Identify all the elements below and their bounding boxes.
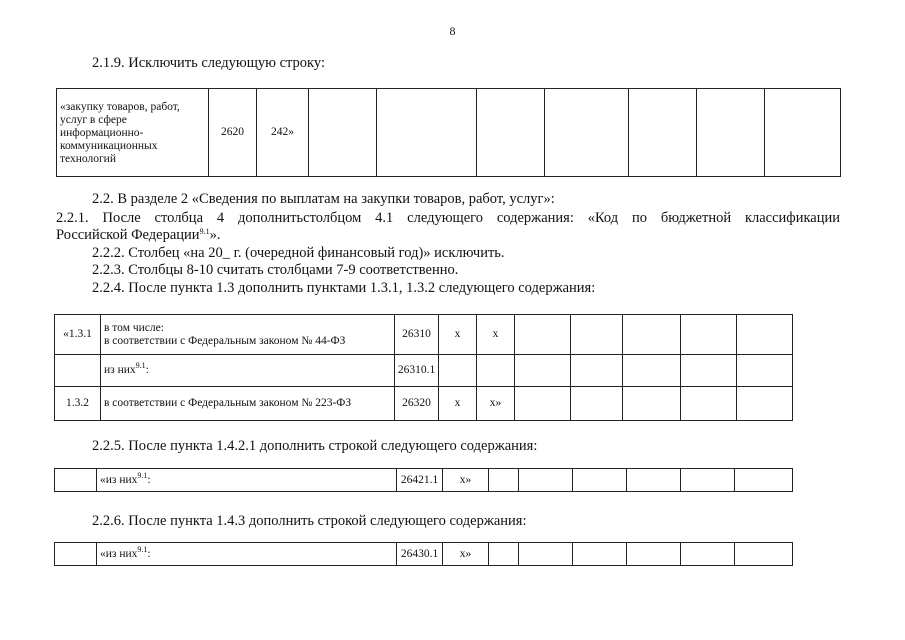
row-code: 26430.1 xyxy=(397,543,443,566)
empty-cell xyxy=(623,315,681,355)
empty-cell xyxy=(681,387,737,421)
row-name: «из них$^{9.1}$: xyxy=(97,469,397,492)
row-code: 2620 xyxy=(209,89,257,177)
row-number: 1.3.2 xyxy=(55,387,101,421)
table-item-1-4-2-1 xyxy=(54,468,793,492)
table-items-1-3 xyxy=(54,314,793,421)
empty-cell xyxy=(623,387,681,421)
empty-cell xyxy=(55,543,97,566)
cell-x: х» xyxy=(477,387,515,421)
item-2-2-6: 2.2.6. После пункта 1.4.3 дополнить строкой следующего содержания: xyxy=(92,513,527,529)
table-row xyxy=(55,543,793,566)
empty-cell xyxy=(681,543,735,566)
row-kvr: 242» xyxy=(257,89,309,177)
table-excluded-row xyxy=(56,88,841,177)
empty-cell xyxy=(571,315,623,355)
table-row xyxy=(55,355,793,387)
empty-cell xyxy=(571,387,623,421)
empty-cell xyxy=(737,355,793,387)
row-number: «1.3.1 xyxy=(55,315,101,355)
empty-cell xyxy=(573,543,627,566)
item-2-2-5: 2.2.5. После пункта 1.4.2.1 дополнить строкой следующего содержания: xyxy=(92,438,538,454)
empty-cell xyxy=(55,469,97,492)
item-2-2-4: 2.2.4. После пункта 1.3 дополнить пунктами 1.3.1, 1.3.2 следующего содержания: xyxy=(92,280,596,296)
cell-x: х xyxy=(439,315,477,355)
item-2-2: 2.2. В разделе 2 «Сведения по выплатам на закупки товаров, работ, услуг»: xyxy=(92,191,555,207)
table-row xyxy=(55,315,793,355)
empty-cell xyxy=(737,315,793,355)
row-name: из них$^{9.1}$: xyxy=(101,355,395,387)
row-name: «из них$^{9.1}$: xyxy=(97,543,397,566)
empty-cell xyxy=(489,469,519,492)
row-number xyxy=(55,355,101,387)
empty-cell xyxy=(681,469,735,492)
row-name: в том числе: в соответствии с Федеральным законом № 44-ФЗ xyxy=(101,315,395,355)
empty-cell xyxy=(681,315,737,355)
item-2-2-1-line2: Российской Федерации$^{9.1}$». xyxy=(56,227,221,243)
empty-cell xyxy=(515,387,571,421)
empty-cell xyxy=(627,469,681,492)
empty-cell xyxy=(515,315,571,355)
table-row xyxy=(55,469,793,492)
empty-cell xyxy=(697,89,765,177)
page-number: 8 xyxy=(449,24,456,38)
empty-cell xyxy=(477,355,515,387)
empty-cell xyxy=(737,387,793,421)
empty-cell xyxy=(545,89,629,177)
row-name: «закупку товаров, работ, услуг в сфере информационно-коммуникационных технологий xyxy=(57,89,209,177)
empty-cell xyxy=(681,355,737,387)
cell-x: х» xyxy=(443,543,489,566)
table-item-1-4-3 xyxy=(54,542,793,566)
empty-cell xyxy=(519,469,573,492)
cell-x: х xyxy=(477,315,515,355)
empty-cell xyxy=(519,543,573,566)
table-row xyxy=(57,89,841,177)
empty-cell xyxy=(477,89,545,177)
empty-cell xyxy=(309,89,377,177)
empty-cell xyxy=(573,469,627,492)
row-code: 26320 xyxy=(395,387,439,421)
empty-cell xyxy=(735,469,793,492)
item-2-2-1-line1: 2.2.1. После столбца 4 дополнитьстолбцом 4.1 следующего содержания: «Код по бюджетной классификации xyxy=(56,210,840,226)
empty-cell xyxy=(629,89,697,177)
empty-cell xyxy=(489,543,519,566)
table-row xyxy=(55,387,793,421)
cell-x: х xyxy=(439,387,477,421)
empty-cell xyxy=(515,355,571,387)
empty-cell xyxy=(765,89,841,177)
item-2-1-9: 2.1.9. Исключить следующую строку: xyxy=(92,55,325,71)
empty-cell xyxy=(735,543,793,566)
item-2-2-3: 2.2.3. Столбцы 8-10 считать столбцами 7-9 соответственно. xyxy=(92,262,459,278)
row-code: 26421.1 xyxy=(397,469,443,492)
row-name: в соответствии с Федеральным законом № 223-ФЗ xyxy=(101,387,395,421)
empty-cell xyxy=(377,89,477,177)
empty-cell xyxy=(439,355,477,387)
empty-cell xyxy=(623,355,681,387)
row-code: 26310 xyxy=(395,315,439,355)
row-code: 26310.1 xyxy=(395,355,439,387)
empty-cell xyxy=(571,355,623,387)
cell-x: х» xyxy=(443,469,489,492)
empty-cell xyxy=(627,543,681,566)
item-2-2-2: 2.2.2. Столбец «на 20_ г. (очередной финансовый год)» исключить. xyxy=(92,245,505,261)
